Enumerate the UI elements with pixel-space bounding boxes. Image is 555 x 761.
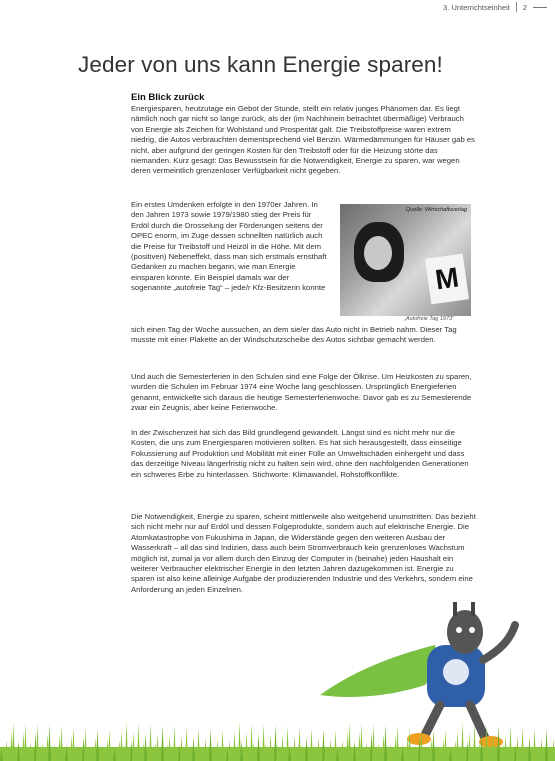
grass-blade bbox=[384, 725, 387, 761]
grass-blade bbox=[468, 732, 471, 761]
grass-blade bbox=[432, 729, 435, 761]
mascot-eye-left bbox=[456, 627, 462, 633]
grass-blade bbox=[132, 732, 135, 761]
historic-photo bbox=[340, 204, 471, 316]
grass-blade bbox=[108, 730, 111, 761]
mascot-cape bbox=[320, 645, 437, 697]
mascot-badge-icon bbox=[443, 659, 469, 685]
grass-blade bbox=[197, 728, 200, 761]
grass-blade bbox=[173, 726, 176, 761]
grass-blade bbox=[497, 725, 500, 761]
grass-blade bbox=[348, 722, 351, 761]
grass-blade bbox=[360, 723, 363, 761]
grass-blade bbox=[473, 723, 476, 761]
header-separator bbox=[516, 2, 517, 12]
grass-blade bbox=[521, 727, 524, 761]
page-number: 2 bbox=[522, 2, 527, 12]
grass-blade bbox=[120, 731, 123, 761]
photo-person-face bbox=[364, 236, 392, 270]
grass-blade bbox=[137, 723, 140, 761]
grass-blade bbox=[209, 729, 212, 761]
grass-blade bbox=[233, 731, 236, 761]
photo-sticker: M bbox=[425, 254, 469, 305]
grass-blade bbox=[84, 728, 87, 761]
grass-blade bbox=[72, 727, 75, 761]
grass-blade bbox=[125, 722, 128, 761]
mascot-arm bbox=[483, 625, 515, 660]
grass-blade bbox=[408, 727, 411, 761]
grass-blade bbox=[149, 724, 152, 761]
paragraph-notwendigkeit: Die Notwendigkeit, Energie zu sparen, scheint mittlerweile also weitgehend unumstritten. Das bezieht sich nicht mehr nur auf Erdöl und dessen Folgeprodukte, sondern auch auf elektrische Energie. Die Atomkatastrophe von Fukushima in Japan, die Widerstände gegen den weiteren Ausbau der Wasserkraft – all das sind Indizien, dass auch beim Stromverbrauch kein grenzenloses Wachstum möglich ist, zumal ja vor allem durch den Einzug der Computer in (beinahe) jeden Haushalt ein weiterer Verbraucher elektrischer Energie in den letzten Jahren dazugekommen ist. Energie zu sparen ist also keine alleinige Aufgabe der produzierenden Industrie und des Verkehrs, sondern eine Anforderung an jeden Einzelnen. bbox=[131, 512, 476, 594]
grass-blade bbox=[161, 725, 164, 761]
grass-blade bbox=[444, 730, 447, 761]
section-heading: Ein Blick zurück bbox=[131, 92, 205, 103]
grass-blade bbox=[221, 730, 224, 761]
grass-blade bbox=[461, 722, 464, 761]
page-header bbox=[443, 0, 555, 14]
grass-blade bbox=[185, 727, 188, 761]
grass-blade bbox=[36, 724, 39, 761]
paragraph-autofrei: sich einen Tag der Woche aussuchen, an dem sie/er das Auto nicht in Betrieb nahm. Dieser Tag musste mit einer Plakette an der Windschutzscheibe des Autos sichtbar gemacht werden. bbox=[131, 325, 457, 345]
grass-blade bbox=[420, 728, 423, 761]
grass-blade bbox=[245, 732, 248, 761]
grass-blade bbox=[24, 723, 27, 761]
header-section-label: 3. Unterrichtseinheit bbox=[443, 2, 510, 12]
paragraph-1970s: Ein erstes Umdenken erfolgte in den 1970er Jahren. In den Jahren 1973 sowie 1979/1980 stieg der Preis für Erdöl durch die Drosselung der Förderungen seitens der OPEC enorm, im Zuge dessen schnellten natürlich auch die Preise für Treibstoff und Heizöl in die Höhe. Mit dem (positiven) Nebeneffekt, dass man sich erstmals ernsthaft Gedanken zu machen begann, wie man Energie einsparen könnte. Ein Beispiel damals war der sogenannte „autofreie Tag“ – jede/r Kfz-Besitzerin konnte bbox=[131, 200, 327, 293]
grass-blade bbox=[12, 722, 15, 761]
grass-blade bbox=[456, 731, 459, 761]
grass-blade bbox=[509, 726, 512, 761]
grass-blade bbox=[545, 729, 548, 761]
mascot-plug-pin-left bbox=[453, 602, 457, 616]
paragraph-wandel: In der Zwischenzeit hat sich das Bild grundlegend gewandelt. Längst sind es nicht mehr nur die Kosten, die uns zum Energiesparen motivieren sollten. Es hat sich herausgestellt, dass einseitige Fokussierung auf Produktion und Mobilität mit einer Fülle an Umweltschäden einhergeht und dass das derzeitige Niveau längerfristig nicht zu halten sein wird, ohne den nachfolgenden Generationen ein schweres Erbe zu hinterlassen. Stichworte: Klimawandel, Rohstoffkonflikte. bbox=[131, 428, 469, 479]
photo-source: Quelle: Wirtschaftsverlag bbox=[405, 207, 467, 213]
grass-blade bbox=[485, 724, 488, 761]
grass-border-illustration bbox=[0, 711, 555, 761]
photo-caption: „Autofreie Tag 1973“ bbox=[404, 316, 454, 322]
grass-blade bbox=[60, 726, 63, 761]
mascot-plug-pin-right bbox=[471, 602, 475, 616]
grass-blade bbox=[533, 728, 536, 761]
mascot-head bbox=[447, 610, 483, 654]
grass-blade bbox=[322, 729, 325, 761]
grass-blade bbox=[48, 725, 51, 761]
mascot-eye-right bbox=[469, 627, 475, 633]
grass-blade bbox=[396, 726, 399, 761]
grass-blade bbox=[372, 724, 375, 761]
paragraph-semesterferien: Und auch die Semesterferien in den Schulen sind eine Folge der Ölkrise. Um Heizkosten zu sparen, wurden die Schulen im Februar 1974 eine Woche lang geschlossen. Ursprünglich Energieferien genannt, entwickelte sich daraus die heutige Semesterferienwoche. Davor gab es zu Semesterende zwar ein Zeugnis, aber keine Ferienwoche. bbox=[131, 372, 472, 413]
grass-blade bbox=[334, 730, 337, 761]
paragraph-intro: Energiesparen, heutzutage ein Gebot der Stunde, stellt ein relativ junges Phänomen dar. Es liegt nämlich noch gar nicht so lange zurück, als der (im Nachhinein betrachtet übermäßige) Verbrauch von Energie als Zeichen für Wohlstand und Prosperität galt. Die Treibstoffpreise waren extrem niedrig, die Autos verbrauchten dementsprechend viel Benzin. Wärmedämmungen für Häuser gab es nicht, aber aufgrund der geringen Kosten für den Treibstoff oder für die Heizung störte das niemanden. Kurz gesagt: Das Bewusstsein für die Notwendigkeit, Energie zu sparen, war wegen deren vermeintlich grenzenloser Verfügbarkeit nicht gegeben. bbox=[131, 104, 475, 176]
page-title: Jeder von uns kann Energie sparen! bbox=[78, 52, 443, 77]
header-dash bbox=[533, 7, 547, 8]
grass-blade bbox=[96, 729, 99, 761]
